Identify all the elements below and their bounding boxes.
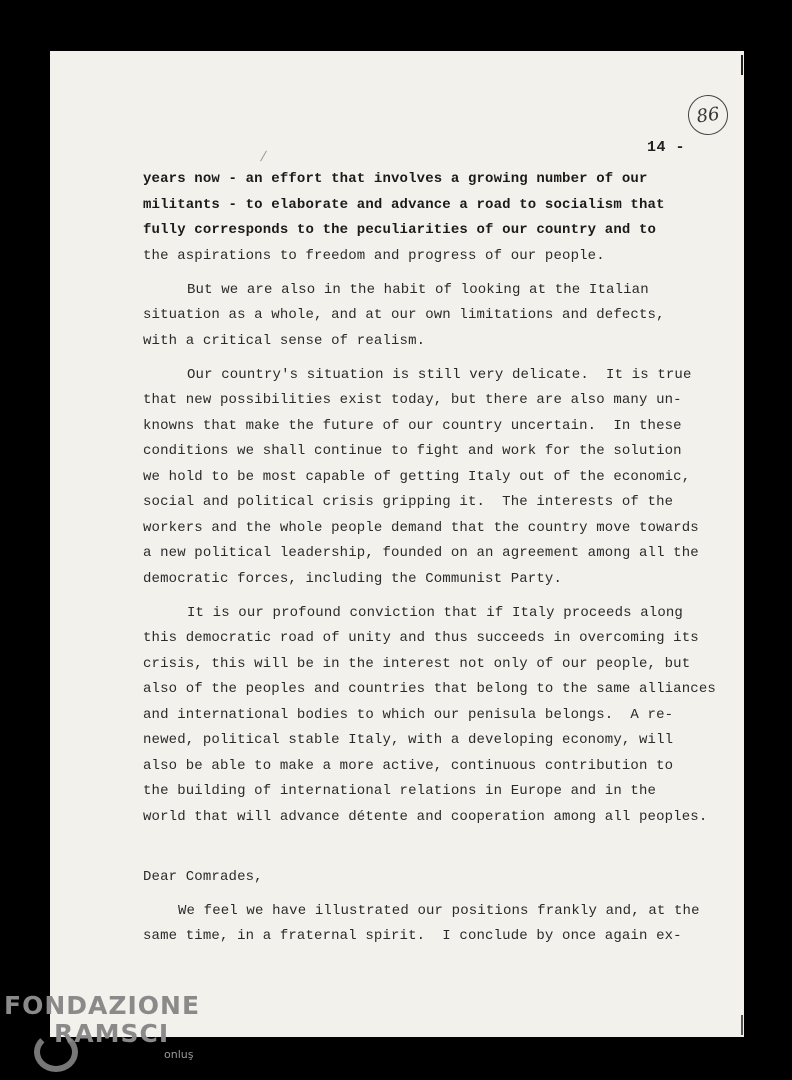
- text-line: conditions we shall continue to fight and work for the solution: [143, 443, 682, 459]
- text-line: It is our profound conviction that if Italy proceeds along: [187, 604, 683, 621]
- page-edge-mark-bottom: [741, 1015, 743, 1035]
- watermark-line2: RAMSCI: [54, 1019, 170, 1048]
- text-line: social and political crisis gripping it. The interests of the: [143, 494, 674, 510]
- page-number: 14 -: [647, 139, 686, 156]
- text-line: newed, political stable Italy, with a developing economy, will: [143, 732, 674, 748]
- text-line: and international bodies to which our penisula belongs. A re-: [143, 706, 674, 723]
- text-line: the building of international relations in Europe and in the: [143, 783, 657, 799]
- page-edge-mark: [741, 55, 743, 75]
- text-line: militants - to elaborate and advance a road to socialism that: [143, 196, 665, 213]
- text-line: crisis, this will be in the interest not only of our people, but: [143, 655, 691, 672]
- text-line: situation as a whole, and at our own limitations and defects,: [143, 307, 665, 323]
- text-line: we hold to be most capable of getting Italy out of the economic,: [143, 468, 691, 485]
- text-line: also be able to make a more active, continuous contribution to: [143, 757, 674, 774]
- text-line: same time, in a fraternal spirit. I conclude by once again ex-: [143, 928, 682, 944]
- text-line: a new political leadership, founded on an agreement among all the: [143, 545, 699, 561]
- watermark-logo: [4, 992, 200, 1062]
- text-line: with a critical sense of realism.: [143, 332, 426, 349]
- text-line: But we are also in the habit of looking at the Italian: [187, 281, 649, 298]
- salutation: Dear Comrades,: [143, 868, 263, 885]
- text-line: world that will advance détente and cooperation among all peoples.: [143, 808, 708, 825]
- text-line: We feel we have illustrated our positions frankly and, at the: [178, 902, 700, 919]
- text-line: Our country's situation is still very delicate. It is true: [187, 366, 692, 383]
- stamp-number: 86: [695, 103, 721, 127]
- text-line: democratic forces, including the Communist Party.: [143, 570, 563, 587]
- text-line: also of the peoples and countries that belong to the same alliances: [143, 681, 716, 697]
- text-line: knowns that make the future of our country uncertain. In these: [143, 417, 682, 434]
- text-line: that new possibilities exist today, but there are also many un-: [143, 392, 682, 408]
- text-line: workers and the whole people demand that the country move towards: [143, 519, 699, 536]
- watermark-line3: onluş: [164, 1048, 194, 1061]
- text-line: years now - an effort that involves a growing number of our: [143, 171, 648, 187]
- watermark-line1: FONDAZIONE: [4, 991, 201, 1020]
- text-line: fully corresponds to the peculiarities of our country and to: [143, 222, 657, 238]
- text-line: the aspirations to freedom and progress of our people.: [143, 247, 605, 264]
- document-body: [143, 167, 743, 950]
- text-line: this democratic road of unity and thus succeeds in overcoming its: [143, 630, 699, 646]
